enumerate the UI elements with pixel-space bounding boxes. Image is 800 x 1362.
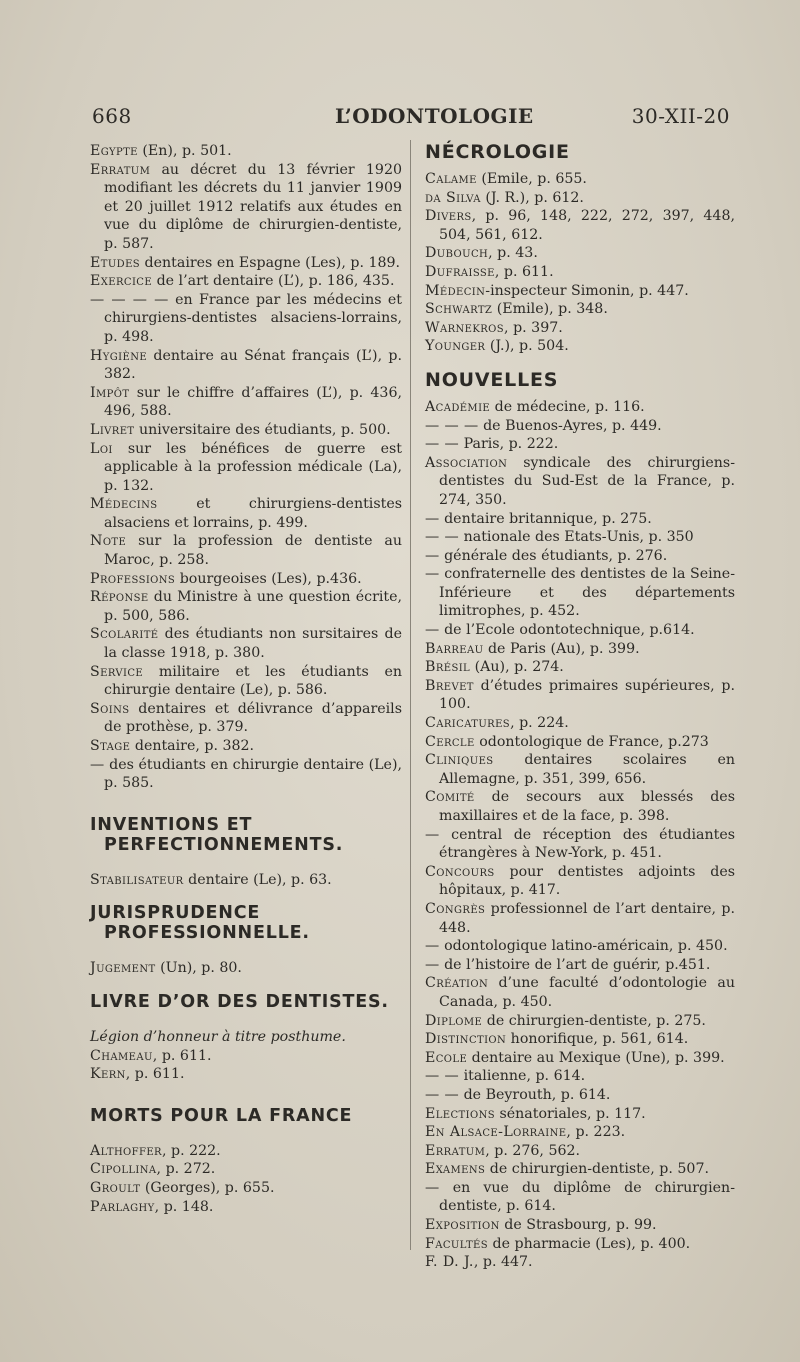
index-entry bbox=[425, 435, 735, 454]
index-entry bbox=[425, 189, 735, 208]
entry-keyword: — bbox=[425, 566, 440, 583]
livre-subheading: Légion d’honneur à titre posthume. bbox=[90, 1028, 346, 1045]
index-entry bbox=[425, 956, 735, 975]
index-entry bbox=[425, 528, 735, 547]
entry-keyword: da Silva bbox=[425, 189, 481, 206]
index-entry bbox=[425, 714, 735, 733]
entry-keyword: Groult bbox=[90, 1179, 141, 1196]
entry-text: sur le chiffre d’affaires (L’), p. 436, 496, 588. bbox=[104, 384, 402, 420]
index-entry bbox=[425, 1179, 735, 1216]
entry-text: sénatoriales, p. 117. bbox=[494, 1105, 646, 1122]
entry-keyword: Warnekros bbox=[425, 319, 505, 336]
index-entry bbox=[425, 1235, 735, 1254]
entry-text: dentaires scolaires en Allemagne, p. 351, 399, 656. bbox=[439, 752, 735, 787]
entry-keyword: Barreau bbox=[425, 640, 484, 657]
entry-text: (En), p. 501. bbox=[137, 143, 232, 159]
entry-text: de chirurgien-dentiste, p. 507. bbox=[485, 1161, 709, 1178]
entry-text: de pharmacie (Les), p. 400. bbox=[488, 1235, 691, 1252]
index-entry bbox=[425, 1105, 735, 1124]
entry-text: dentaire britannique, p. 275. bbox=[439, 510, 652, 527]
entry-text: honorifique, p. 561, 614. bbox=[506, 1031, 689, 1048]
entry-keyword: Cercle bbox=[425, 733, 475, 750]
entry-text: , p. 611. bbox=[494, 263, 554, 280]
index-entry bbox=[90, 1179, 402, 1198]
entry-keyword: Comité bbox=[425, 789, 475, 806]
entry-keyword: — bbox=[90, 756, 105, 773]
entry-text: de Buenos-Ayres, p. 449. bbox=[478, 417, 662, 434]
entry-text: du Ministre à une question écrite, p. 500, 586. bbox=[104, 589, 402, 624]
index-entry bbox=[90, 440, 402, 496]
index-entry bbox=[425, 300, 735, 319]
entry-text: , p. 96, 148, 222, 272, 397, 448, 504, 561, 612. bbox=[439, 208, 735, 243]
index-entry bbox=[90, 254, 402, 273]
entry-keyword: Schwartz bbox=[425, 301, 493, 318]
entry-keyword: Elections bbox=[425, 1105, 495, 1122]
index-entry bbox=[90, 570, 402, 589]
entries-top bbox=[90, 142, 402, 793]
entry-text: de l’art dentaire (L’), p. 186, 435. bbox=[152, 273, 395, 290]
index-entry bbox=[425, 658, 735, 677]
entry-keyword: Dufraisse bbox=[425, 263, 495, 280]
index-entry bbox=[425, 170, 735, 189]
entry-text: , p. 447. bbox=[473, 1254, 533, 1271]
entry-keyword: Jugement bbox=[90, 960, 156, 977]
entry-keyword: — — bbox=[425, 436, 460, 453]
index-entry bbox=[425, 900, 735, 937]
entry-text: au décret du 13 février 1920 modifiant les décrets du 11 janvier 1909 et 20 juillet 1912 relatifs aux études en vue du diplôme de chirurgien-dentiste, p. 587. bbox=[104, 161, 402, 252]
entry-text: (Au), p. 274. bbox=[470, 659, 564, 676]
index-entry bbox=[90, 663, 402, 700]
index-entry bbox=[425, 937, 735, 956]
entry-text: de Paris (Au), p. 399. bbox=[483, 640, 640, 657]
left-column bbox=[90, 142, 402, 1216]
entry-keyword: Ecole bbox=[425, 1049, 468, 1066]
entry-keyword: Loi bbox=[90, 440, 113, 457]
index-entry bbox=[425, 244, 735, 263]
index-entry bbox=[425, 1086, 735, 1105]
entry-text: professionnel de l’art dentaire, p. 448. bbox=[439, 900, 735, 936]
index-entry bbox=[90, 1065, 402, 1084]
index-entry bbox=[425, 282, 735, 301]
entry-text: des étudiants en chirurgie dentaire (Le), p. 585. bbox=[104, 756, 402, 792]
entry-keyword: Examens bbox=[425, 1161, 486, 1178]
entry-text: d’études primaires supérieures, p. 100. bbox=[439, 677, 735, 713]
index-entry bbox=[425, 1142, 735, 1161]
entry-keyword: Association bbox=[425, 454, 508, 471]
entry-keyword: — bbox=[425, 622, 440, 639]
entry-keyword: Professions bbox=[90, 570, 176, 587]
entry-text: en vue du diplôme de chirurgien-dentiste, p. 614. bbox=[439, 1179, 735, 1215]
entry-keyword: — bbox=[425, 826, 440, 843]
entries-nouvelles bbox=[425, 398, 735, 1272]
entries-jurisprudence bbox=[90, 959, 402, 978]
entry-text: générale des étudiants, p. 276. bbox=[439, 547, 668, 564]
entry-text: dentaire, p. 382. bbox=[130, 738, 255, 754]
entry-text: , p. 276, 562. bbox=[485, 1142, 581, 1159]
entry-keyword: — — bbox=[425, 1068, 460, 1085]
index-entry bbox=[90, 384, 402, 421]
entry-text: des étudiants non sursitaires de la classe 1918, p. 380. bbox=[104, 626, 402, 662]
entry-text: , p. 397. bbox=[504, 319, 563, 336]
index-entry bbox=[90, 421, 402, 440]
entry-text: , p. 148. bbox=[154, 1198, 214, 1215]
entry-text: (J.), p. 504. bbox=[485, 338, 569, 355]
entry-keyword: Erratum bbox=[425, 1142, 486, 1159]
entry-text: italienne, p. 614. bbox=[459, 1068, 586, 1085]
index-entry bbox=[425, 1049, 735, 1068]
index-entry bbox=[90, 588, 402, 625]
index-entry bbox=[90, 495, 402, 532]
index-entry bbox=[425, 1012, 735, 1031]
entry-keyword: En Alsace-Lorraine bbox=[425, 1124, 567, 1141]
entry-text: (Emile, p. 655. bbox=[476, 171, 587, 187]
entry-text: dentaire au Mexique (Une), p. 399. bbox=[467, 1049, 725, 1066]
entry-keyword: — bbox=[425, 956, 440, 973]
index-entry bbox=[425, 733, 735, 752]
entry-keyword: Parlaghy bbox=[90, 1198, 155, 1215]
entry-text: dentaire (Le), p. 63. bbox=[183, 871, 332, 888]
entry-text: , p. 272. bbox=[156, 1161, 216, 1178]
index-entry bbox=[425, 337, 735, 356]
entry-text: , p. 611. bbox=[125, 1066, 185, 1083]
index-entry bbox=[90, 871, 402, 890]
entry-keyword: — bbox=[425, 510, 440, 527]
entries-morts bbox=[90, 1142, 402, 1216]
index-entry bbox=[425, 1216, 735, 1235]
entry-keyword: Erratum bbox=[90, 161, 151, 178]
entry-keyword: Chameau bbox=[90, 1047, 153, 1064]
index-entry bbox=[425, 621, 735, 640]
entry-keyword: Cipollina bbox=[90, 1161, 157, 1178]
section-heading-jurisprudence: JURISPRUDENCE PROFESSIONNELLE. bbox=[90, 903, 310, 944]
entry-text: dentaire au Sénat français (L’), p. 382. bbox=[104, 347, 402, 383]
entries-livre bbox=[90, 1047, 402, 1084]
index-entry bbox=[425, 547, 735, 566]
entry-text: de l’histoire de l’art de guérir, p.451. bbox=[439, 956, 711, 973]
entry-text: , p. 223. bbox=[566, 1124, 626, 1141]
index-entry bbox=[90, 142, 402, 161]
entry-text: sur les bénéfices de guerre est applicable à la profession médicale (La), p. 132. bbox=[104, 440, 402, 494]
entry-text: odontologique de France, p.273 bbox=[474, 733, 709, 750]
index-entry bbox=[425, 640, 735, 659]
entry-keyword: Althoffer bbox=[90, 1142, 162, 1159]
entries-inventions bbox=[90, 871, 402, 890]
entries-necrologie bbox=[425, 170, 735, 356]
entry-keyword: Note bbox=[90, 533, 127, 550]
entry-keyword: Impôt bbox=[90, 384, 130, 401]
entry-keyword: Médecin bbox=[425, 282, 486, 299]
entry-keyword: Livret bbox=[90, 421, 135, 438]
index-entry bbox=[425, 1030, 735, 1049]
index-entry bbox=[425, 1160, 735, 1179]
index-entry bbox=[90, 737, 402, 756]
entry-keyword: Facultés bbox=[425, 1235, 488, 1252]
index-entry bbox=[90, 959, 402, 978]
entry-text: en France par les médecins et chirurgiens-dentistes alsaciens-lorrains, p. 498. bbox=[104, 291, 402, 345]
entry-keyword: Etudes bbox=[90, 254, 141, 271]
entry-keyword: Calame bbox=[425, 171, 477, 187]
index-entry bbox=[90, 161, 402, 254]
entry-keyword: Stabilisateur bbox=[90, 871, 184, 888]
entry-keyword: — — — — bbox=[90, 291, 169, 308]
entry-text: et chirurgiens-dentistes alsaciens et lorrains, p. 499. bbox=[104, 496, 402, 531]
entry-keyword: Brésil bbox=[425, 659, 471, 676]
index-entry bbox=[425, 207, 735, 244]
index-entry bbox=[90, 1142, 402, 1161]
entry-text: de médecine, p. 116. bbox=[490, 398, 645, 415]
entry-keyword: — bbox=[425, 547, 440, 564]
entry-keyword: Académie bbox=[425, 398, 491, 415]
entry-keyword: F. D. J. bbox=[425, 1254, 474, 1271]
index-entry bbox=[90, 272, 402, 291]
running-header bbox=[92, 104, 730, 130]
index-entry bbox=[90, 625, 402, 662]
entry-text: de Beyrouth, p. 614. bbox=[459, 1086, 611, 1103]
entry-text: (J. R.), p. 612. bbox=[480, 189, 584, 206]
entry-keyword: — — bbox=[425, 1086, 460, 1103]
section-heading-morts: MORTS POUR LA FRANCE bbox=[90, 1105, 353, 1126]
entry-text: sur la profession de dentiste au Maroc, p. 258. bbox=[104, 533, 402, 569]
entry-keyword: — bbox=[425, 938, 440, 955]
entry-keyword: Création bbox=[425, 975, 489, 992]
index-entry bbox=[90, 532, 402, 569]
entry-keyword: Diplome bbox=[425, 1012, 483, 1029]
entry-keyword: Dubouch bbox=[425, 245, 489, 262]
entry-keyword: Scolarité bbox=[90, 626, 159, 643]
entry-text: odontologique latino-américain, p. 450. bbox=[439, 938, 728, 955]
index-entry bbox=[425, 1123, 735, 1142]
column-divider bbox=[410, 140, 411, 1250]
index-entry bbox=[425, 454, 735, 510]
entry-text: dentaires et délivrance d’appareils de prothèse, p. 379. bbox=[104, 700, 402, 736]
index-entry bbox=[425, 974, 735, 1011]
issue-date: 30-XII-20 bbox=[631, 104, 730, 128]
index-entry bbox=[425, 863, 735, 900]
entry-keyword: Stage bbox=[90, 738, 131, 754]
entry-keyword: — — bbox=[425, 529, 460, 546]
entry-text: (Georges), p. 655. bbox=[140, 1179, 275, 1196]
entry-text: militaire et les étudiants en chirurgie dentaire (Le), p. 586. bbox=[104, 663, 402, 699]
entry-keyword: Divers bbox=[425, 208, 472, 225]
entry-text: dentaires en Espagne (Les), p. 189. bbox=[140, 254, 401, 271]
journal-title: L’ODONTOLOGIE bbox=[335, 104, 534, 128]
entry-keyword: Egypte bbox=[90, 143, 138, 159]
entry-text: pour dentistes adjoints des hôpitaux, p. 417. bbox=[439, 863, 735, 899]
section-heading-nouvelles: NOUVELLES bbox=[425, 368, 559, 391]
entry-keyword: Congrès bbox=[425, 900, 486, 917]
index-entry bbox=[425, 319, 735, 338]
index-entry bbox=[425, 751, 735, 788]
entry-keyword: Service bbox=[90, 663, 144, 680]
index-entry bbox=[425, 677, 735, 714]
entry-keyword: Brevet bbox=[425, 677, 474, 694]
entry-text: , p. 222. bbox=[161, 1142, 221, 1159]
entry-text: , p. 224. bbox=[510, 715, 569, 732]
index-entry bbox=[425, 510, 735, 529]
entry-text: (Un), p. 80. bbox=[155, 960, 242, 977]
entry-text: d’une faculté d’odontologie au Canada, p. 450. bbox=[439, 975, 735, 1010]
index-entry bbox=[90, 1198, 402, 1217]
entry-keyword: Réponse bbox=[90, 589, 149, 606]
index-entry bbox=[425, 398, 735, 417]
index-entry bbox=[90, 756, 402, 793]
entry-keyword: Hygiène bbox=[90, 347, 148, 364]
entry-text: central de réception des étudiantes étrangères à New-York, p. 451. bbox=[439, 826, 735, 862]
index-entry bbox=[425, 1253, 735, 1272]
section-heading-inventions: INVENTIONS ET PERFECTIONNEMENTS. bbox=[90, 814, 344, 855]
entry-text: , p. 43. bbox=[488, 245, 538, 262]
entry-text: -inspecteur Simonin, p. 447. bbox=[485, 282, 689, 299]
section-heading-necrologie: NÉCROLOGIE bbox=[425, 141, 570, 163]
entry-text: de chirurgien-dentiste, p. 275. bbox=[482, 1012, 706, 1029]
entry-text: bourgeoises (Les), p.436. bbox=[175, 570, 362, 587]
entry-keyword: Médecins bbox=[90, 496, 158, 513]
entry-keyword: Distinction bbox=[425, 1031, 507, 1048]
entry-text: de Strasbourg, p. 99. bbox=[499, 1217, 657, 1234]
entry-text: nationale des Etats-Unis, p. 350 bbox=[459, 529, 694, 546]
entry-text: syndicale des chirurgiens-dentistes du Sud-Est de la France, p. 274, 350. bbox=[439, 454, 735, 508]
section-heading-livre-dor: LIVRE D’OR DES DENTISTES. bbox=[90, 991, 389, 1012]
entry-keyword: Exercice bbox=[90, 273, 153, 290]
entry-keyword: Caricatures bbox=[425, 715, 511, 732]
entry-keyword: Kern bbox=[90, 1066, 126, 1083]
entry-keyword: Concours bbox=[425, 863, 495, 880]
index-entry bbox=[425, 788, 735, 825]
index-entry bbox=[90, 700, 402, 737]
entry-keyword: — bbox=[425, 1179, 440, 1196]
index-entry bbox=[425, 826, 735, 863]
page-number: 668 bbox=[92, 104, 132, 128]
entry-keyword: Cliniques bbox=[425, 752, 494, 769]
entry-text: confraternelle des dentistes de la Seine-Inférieure et des départements limitrophes, p. 452. bbox=[439, 566, 735, 620]
index-entry bbox=[90, 1160, 402, 1179]
index-entry bbox=[90, 291, 402, 347]
entry-keyword: Younger bbox=[425, 338, 486, 355]
entry-text: (Emile), p. 348. bbox=[492, 301, 608, 318]
index-entry bbox=[425, 565, 735, 621]
entry-keyword: — — — bbox=[425, 417, 479, 434]
index-entry bbox=[90, 347, 402, 384]
entry-keyword: Exposition bbox=[425, 1217, 500, 1234]
entry-text: , p. 611. bbox=[152, 1047, 212, 1064]
index-entry bbox=[425, 417, 735, 436]
entry-text: Paris, p. 222. bbox=[459, 436, 559, 453]
right-column bbox=[425, 142, 735, 1272]
index-entry bbox=[425, 1067, 735, 1086]
entry-keyword: Soins bbox=[90, 700, 130, 717]
index-entry bbox=[425, 263, 735, 282]
entry-text: de secours aux blessés des maxillaires et de la face, p. 398. bbox=[439, 789, 735, 824]
entry-text: universitaire des étudiants, p. 500. bbox=[134, 421, 391, 438]
entry-text: de l’Ecole odontotechnique, p.614. bbox=[439, 622, 695, 639]
index-entry bbox=[90, 1047, 402, 1066]
